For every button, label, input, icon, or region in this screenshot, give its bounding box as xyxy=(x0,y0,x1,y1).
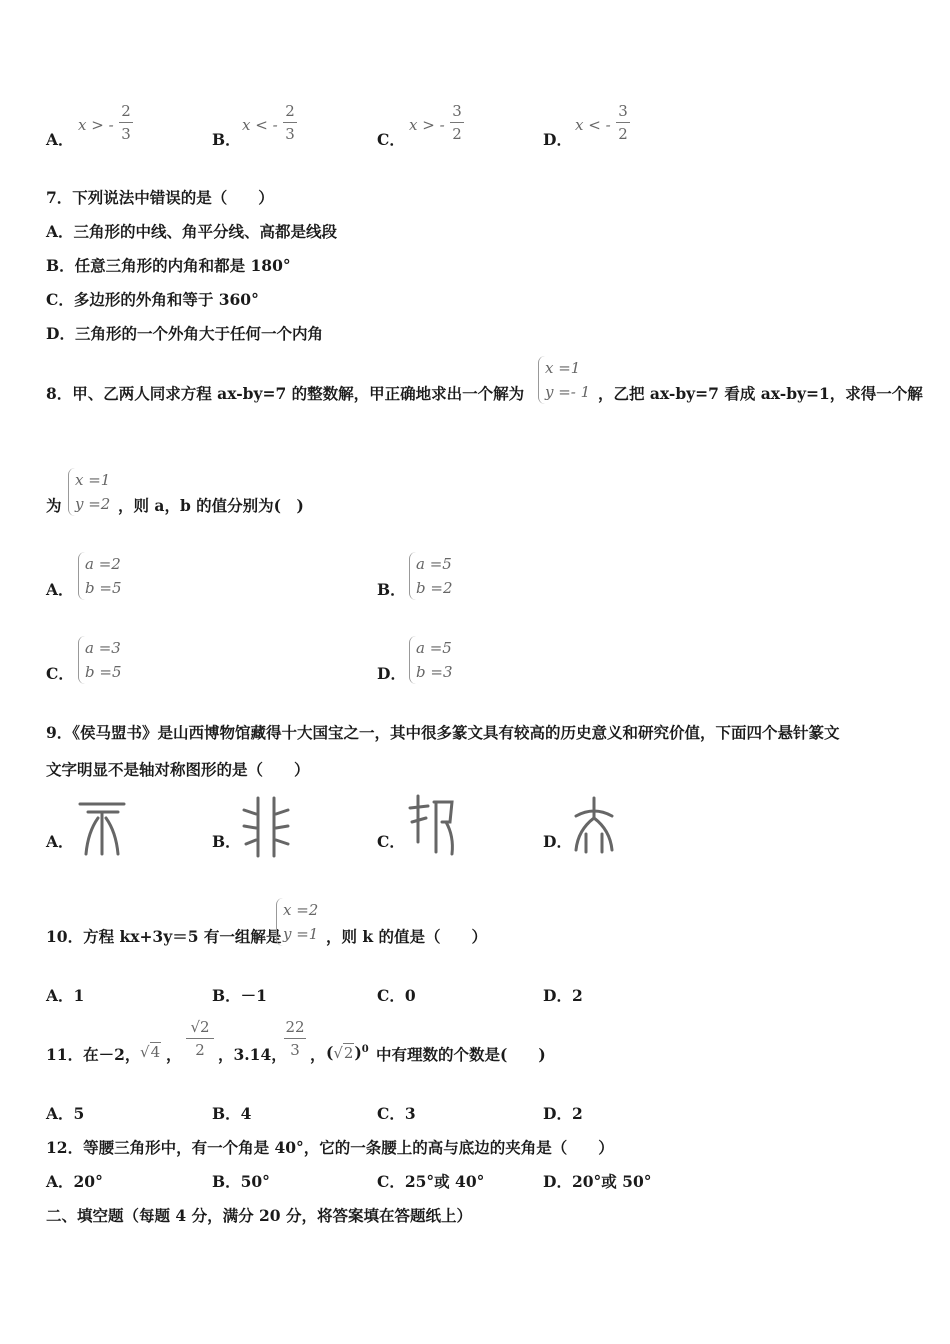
q12-stem: 12．等腰三角形中，有一个角是 40°，它的一条腰上的高与底边的夹角是（ ） xyxy=(46,1138,614,1157)
q7-option-d: D．三角形的一个外角大于任何一个内角 xyxy=(46,324,323,343)
q10-stem-suffix: ，则 k 的值是（ ） xyxy=(326,927,488,946)
q10-option-d: D．2 xyxy=(543,986,583,1005)
q7-stem: 7．下列说法中错误的是（ ） xyxy=(46,188,274,207)
q6-option-b-lhs: x < - xyxy=(242,116,278,134)
q12-option-b: B．50° xyxy=(212,1172,270,1191)
q6-option-d-lhs: x < - xyxy=(575,116,611,134)
q8-option-c-letter: C． xyxy=(46,664,74,683)
q6-option-c-letter: C． xyxy=(377,130,405,149)
q8-solution-system-2: x =1 y =2 xyxy=(68,468,110,516)
q11-mid: ，3.14， xyxy=(218,1045,287,1064)
q6-option-b-letter: B． xyxy=(212,130,241,149)
q8-stem-part1: 8．甲、乙两人同求方程 ax-by=7 的整数解，甲正确地求出一个解为 xyxy=(46,384,525,403)
q10-option-a: A．1 xyxy=(46,986,85,1005)
seal-script-glyph-b-image xyxy=(240,794,292,860)
q10-option-c: C．0 xyxy=(377,986,416,1005)
q11-option-c: C．3 xyxy=(377,1104,416,1123)
seal-script-glyph-c-image xyxy=(406,792,458,860)
q8-stem-part2: ，乙把 ax-by=7 看成 ax-by=1，求得一个解 xyxy=(598,384,923,403)
q8-line2-prefix: 为 xyxy=(46,496,62,515)
q11-fraction-22-over-3: 22 3 xyxy=(285,1018,305,1059)
q11-prefix: 11．在－2， xyxy=(46,1045,141,1064)
q9-option-c-letter: C． xyxy=(377,832,405,851)
q11-sqrt-4: √4 xyxy=(140,1043,161,1061)
q11-sep2: ， xyxy=(310,1045,326,1064)
q8-option-a-letter: A． xyxy=(46,580,74,599)
q10-solution-system: x =2 y =1 xyxy=(276,898,318,946)
q6-option-b-fraction: 2 3 xyxy=(283,102,297,143)
q6-option-a-lhs: x > - xyxy=(78,116,114,134)
q9-option-a-letter: A． xyxy=(46,832,74,851)
q11-sep1: ， xyxy=(166,1045,182,1064)
q6-option-c-fraction: 3 2 xyxy=(450,102,464,143)
section-2-title: 二、填空题（每题 4 分，满分 20 分，将答案填在答题纸上） xyxy=(46,1206,472,1225)
q9-option-b-letter: B． xyxy=(212,832,241,851)
q10-stem-prefix: 10．方程 kx+3y＝5 有一组解是 xyxy=(46,927,282,946)
q6-option-c-lhs: x > - xyxy=(409,116,445,134)
q6-option-d-fraction: 3 2 xyxy=(616,102,630,143)
q7-option-b: B．任意三角形的内角和都是 180° xyxy=(46,256,291,275)
q11-option-b: B．4 xyxy=(212,1104,252,1123)
q7-option-c: C．多边形的外角和等于 360° xyxy=(46,290,259,309)
q7-option-a: A．三角形的中线、角平分线、高都是线段 xyxy=(46,222,338,241)
seal-script-glyph-a-image xyxy=(76,796,128,858)
q8-option-c-system: a =3 b =5 xyxy=(78,636,121,684)
q12-option-c: C．25°或 40° xyxy=(377,1172,485,1191)
q11-option-a: A．5 xyxy=(46,1104,85,1123)
q9-line2: 文字明显不是轴对称图形的是（ ） xyxy=(46,760,310,779)
q12-option-d: D．20°或 50° xyxy=(543,1172,652,1191)
q10-option-b: B．－1 xyxy=(212,986,267,1005)
q8-option-b-system: a =5 b =2 xyxy=(409,552,452,600)
q8-option-d-letter: D． xyxy=(377,664,406,683)
q11-fraction-sqrt2-over-2: √2 2 xyxy=(186,1018,214,1059)
q6-option-a-letter: A． xyxy=(46,130,74,149)
q11-suffix: 中有理数的个数是( ) xyxy=(376,1045,546,1064)
q6-option-a-fraction: 2 3 xyxy=(119,102,133,143)
q11-power-expression: $(√2)^0$ xyxy=(326,1043,369,1062)
q8-option-d-system: a =5 b =3 xyxy=(409,636,452,684)
q8-option-b-letter: B． xyxy=(377,580,406,599)
q11-option-d: D．2 xyxy=(543,1104,583,1123)
q8-solution-system-1: x =1 y =- 1 xyxy=(538,356,590,404)
q9-line1: 9．《侯马盟书》是山西博物馆藏得十大国宝之一，其中很多篆文具有较高的历史意义和研究价值，下面四个悬针篆文 xyxy=(46,723,840,742)
seal-script-glyph-d-image xyxy=(570,794,618,858)
q6-option-d-letter: D． xyxy=(543,130,572,149)
q8-line2-suffix: ，则 a，b 的值分别为( ) xyxy=(118,496,304,515)
q12-option-a: A．20° xyxy=(46,1172,103,1191)
q9-option-d-letter: D． xyxy=(543,832,572,851)
q8-option-a-system: a =2 b =5 xyxy=(78,552,121,600)
